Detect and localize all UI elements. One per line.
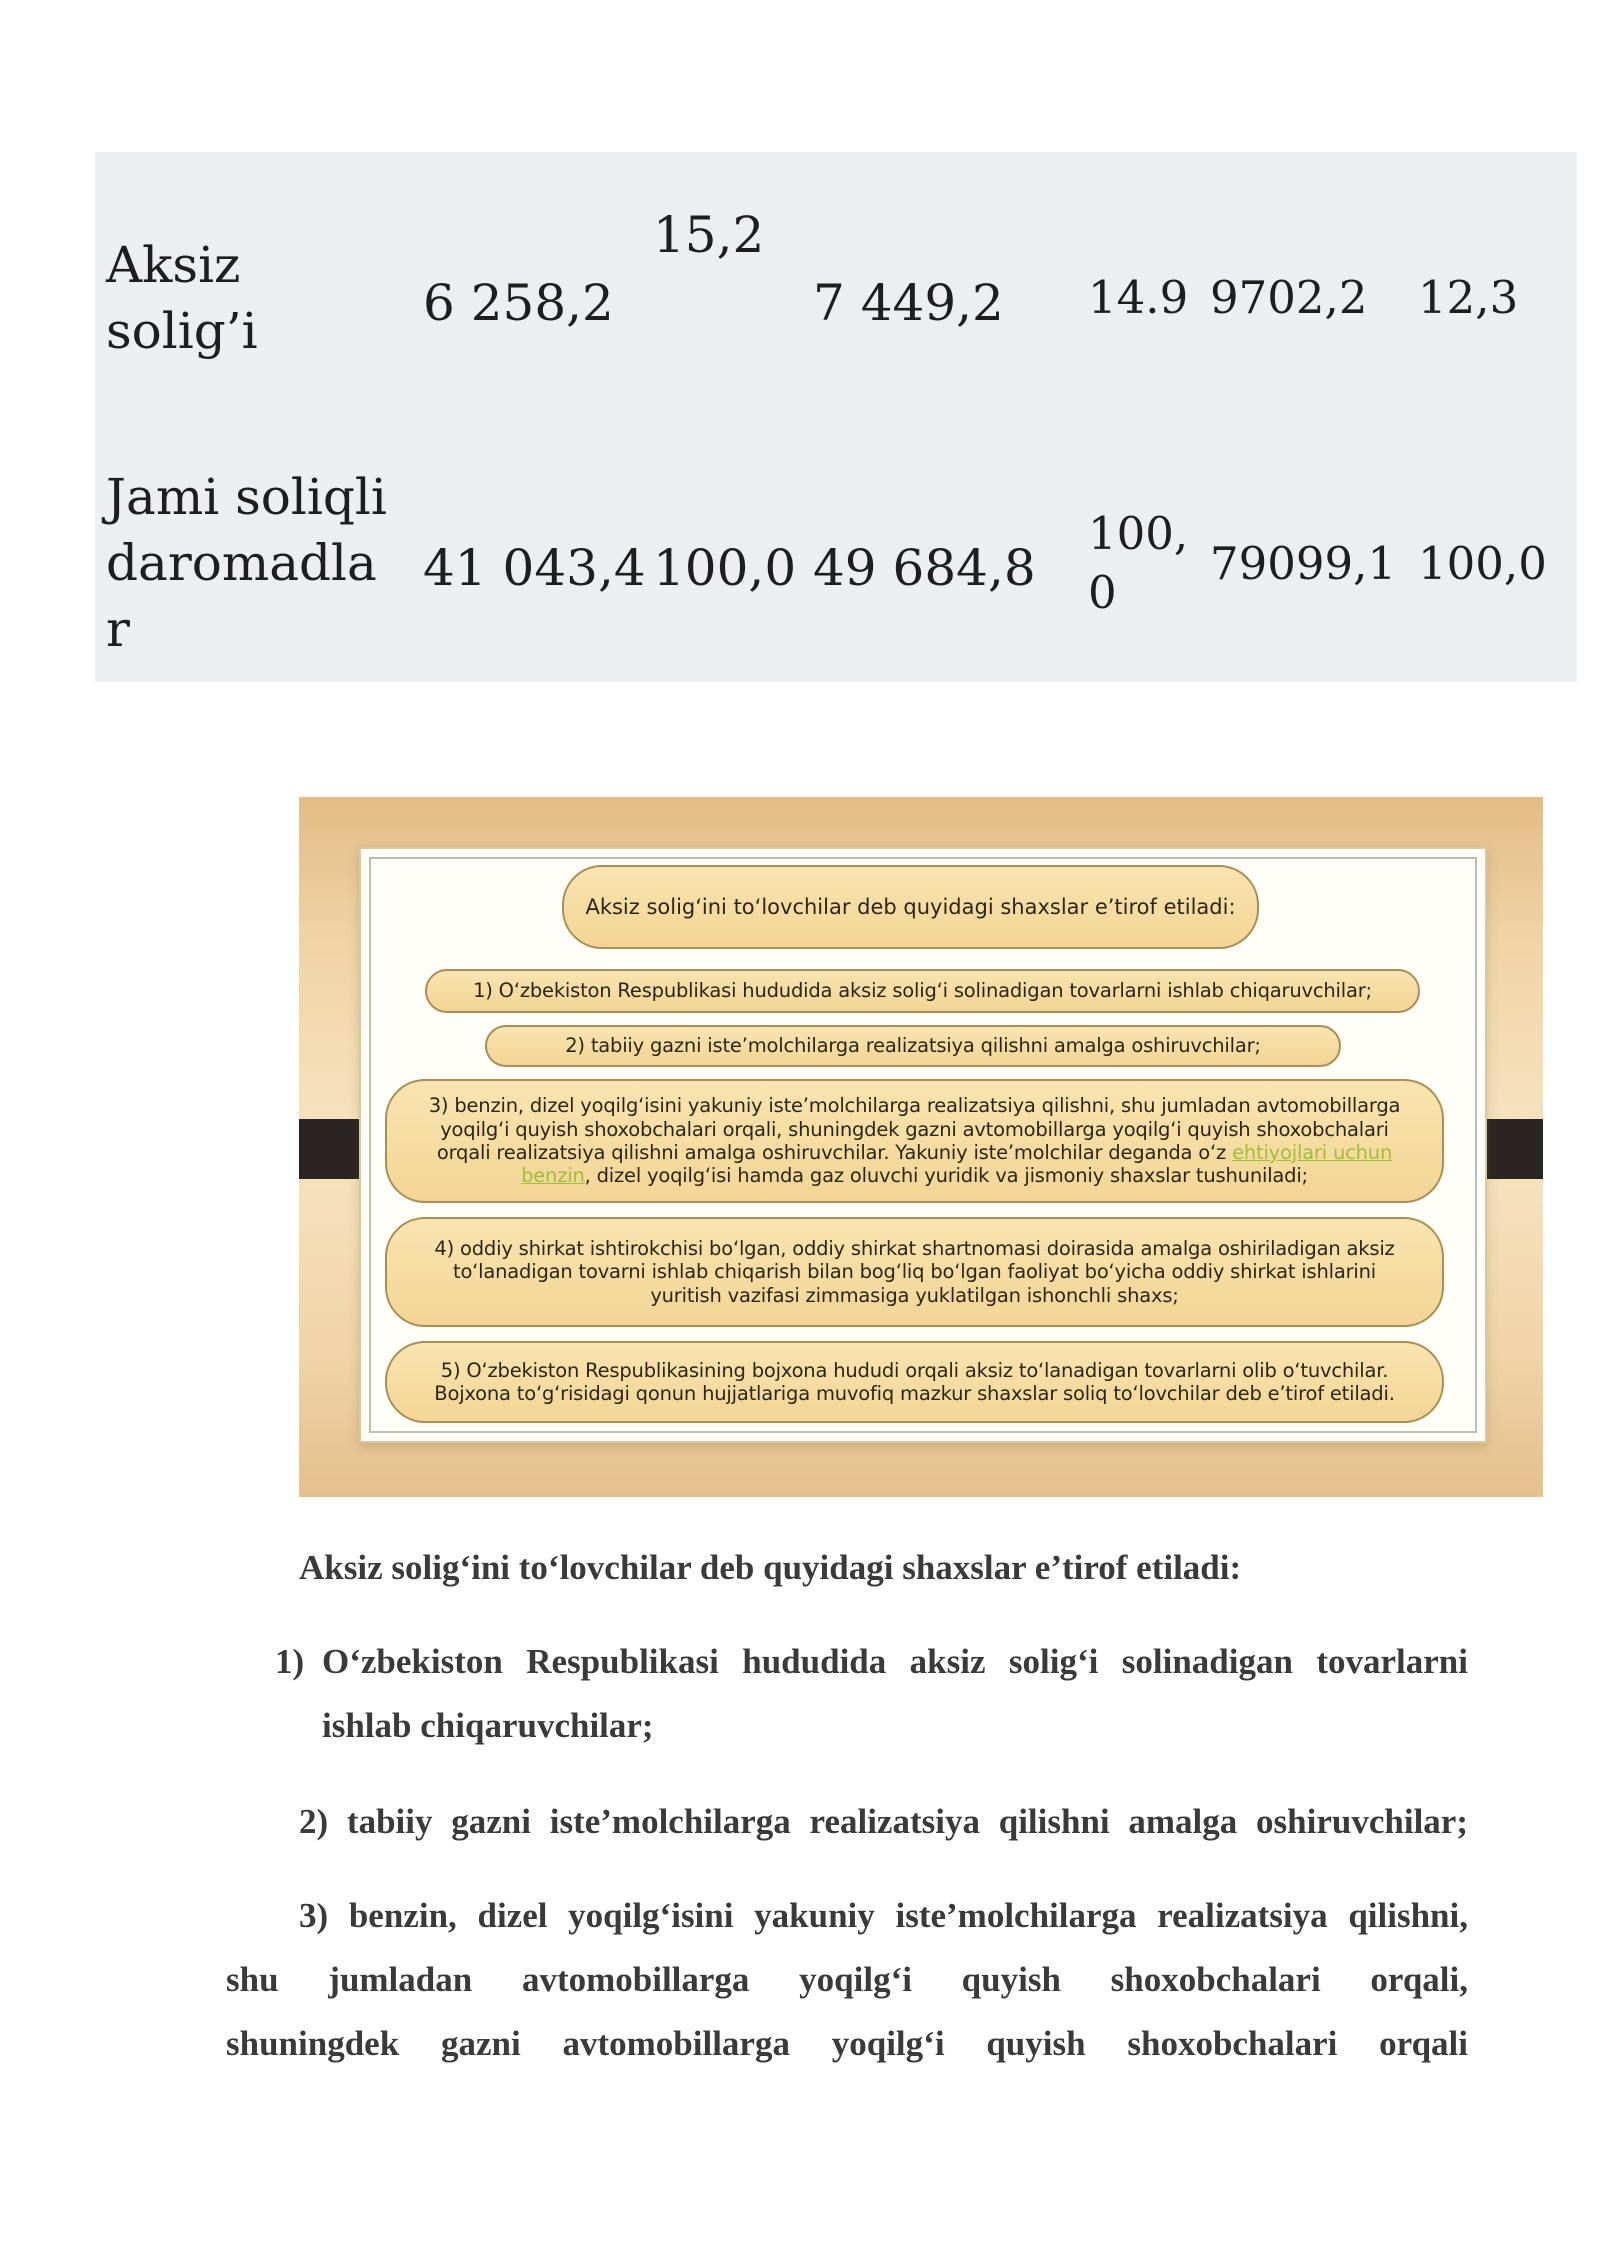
figure-title-pill: Aksiz solig‘ini to‘lovchilar deb quyidagi shaxslar e’tirof etiladi: bbox=[562, 865, 1259, 949]
body-item-1-line-1: O‘zbekiston Respublikasi hududida aksiz solig‘i solinadigan tovarlarni bbox=[322, 1642, 1468, 1681]
cell-line: 0 bbox=[1088, 566, 1117, 620]
body-heading: Aksiz solig‘ini to‘lovchilar deb quyidagi shaxslar e’tirof etiladi: bbox=[299, 1548, 1242, 1587]
figure-item-3-text: , dizel yoqilg‘isi hamda gaz oluvchi yuridik va jismoniy shaxslar tushuniladi; bbox=[584, 1164, 1308, 1188]
figure-item-3-link[interactable]: benzin bbox=[521, 1164, 585, 1188]
cell-aksiz-col1: 6 258,2 bbox=[423, 274, 614, 332]
figure-item-3-line: yoqilg‘i quyish shoxobchalari orqali, shuningdek gazni avtomobillarga yoqilg‘i quyish shoxobchalari bbox=[440, 1117, 1389, 1141]
body-item-3-line-1: 3) benzin, dizel yoqilg‘isini yakuniy iste’molchilarga realizatsiya qilishni, bbox=[299, 1896, 1468, 1935]
cell-aksiz-col3: 7 449,2 bbox=[813, 274, 1004, 332]
row-label-line: r bbox=[106, 600, 130, 658]
row-label-aksiz bbox=[106, 232, 258, 364]
row-label-line: solig’i bbox=[106, 302, 258, 360]
cell-jami-col2: 100,0 bbox=[653, 539, 797, 597]
figure-item-3 bbox=[385, 1079, 1444, 1203]
figure-item-4-line: to‘lanadigan tovarni ishlab chiqarish bilan bog‘liq bo‘lgan faoliyat bo‘yicha oddiy shirkat ishlarini bbox=[453, 1260, 1376, 1284]
body-item-1-line-2: ishlab chiqaruvchilar; bbox=[322, 1706, 654, 1745]
body-item-3-line-3: shuningdek gazni avtomobillarga yoqilg‘i quyish shoxobchalari orqali bbox=[226, 2024, 1468, 2063]
cell-jami-col5: 79099,1 bbox=[1210, 537, 1397, 590]
body-item-1-number: 1) bbox=[275, 1642, 305, 1681]
figure-item-5-line: 5) O‘zbekiston Respublikasining bojxona hududi orqali aksiz to‘lanadigan tovarlarni olib o‘tuvchilar. bbox=[440, 1358, 1389, 1382]
cell-jami-col3: 49 684,8 bbox=[813, 539, 1036, 597]
figure-side-tab-left bbox=[299, 1119, 361, 1179]
figure-item-4-line: yuritish vazifasi zimmasiga yuklatilgan ishonchli shaxs; bbox=[650, 1283, 1179, 1307]
cell-jami-col1: 41 043,4 bbox=[423, 539, 646, 597]
cell-jami-col4 bbox=[1088, 504, 1188, 623]
figure-panel bbox=[359, 847, 1487, 1443]
figure-item-3-text: orqali realizatsiya qilishni amalga oshiruvchilar. Yakuniy iste’molchilar deganda o‘z bbox=[436, 1141, 1227, 1164]
cell-aksiz-col2: 15,2 bbox=[653, 206, 765, 264]
row-label-line: Aksiz bbox=[106, 236, 241, 294]
row-label-line: Jami soliqli bbox=[106, 468, 387, 526]
cell-aksiz-col6: 12,3 bbox=[1418, 271, 1519, 324]
figure-item-3-link[interactable]: ehtiyojlari uchun bbox=[1232, 1141, 1393, 1164]
excise-taxpayers-figure bbox=[299, 797, 1543, 1497]
cell-aksiz-col5: 9702,2 bbox=[1210, 271, 1368, 324]
figure-item-3-line bbox=[437, 1141, 1392, 1164]
row-label-line: daromadla bbox=[106, 534, 377, 592]
figure-item-2: 2) tabiiy gazni iste’molchilarga realizatsiya qilishni amalga oshiruvchilar; bbox=[485, 1025, 1341, 1067]
cell-jami-col6: 100,0 bbox=[1418, 537, 1547, 590]
row-label-jami bbox=[106, 464, 387, 662]
body-item-2: 2) tabiiy gazni iste’molchilarga realizatsiya qilishni amalga oshiruvchilar; bbox=[299, 1802, 1468, 1841]
body-item-3-line-2: shu jumladan avtomobillarga yoqilg‘i quyish shoxobchalari orqali, bbox=[226, 1960, 1468, 1999]
figure-item-4-line: 4) oddiy shirkat ishtirokchisi bo‘lgan, oddiy shirkat shartnomasi doirasida amalga oshiriladigan aksiz bbox=[434, 1236, 1395, 1260]
figure-item-5 bbox=[385, 1341, 1444, 1423]
cell-aksiz-col4: 14.9 bbox=[1088, 271, 1189, 324]
figure-item-4 bbox=[385, 1217, 1444, 1327]
tax-table bbox=[95, 152, 1577, 682]
figure-item-1: 1) O‘zbekiston Respublikasi hududida aksiz solig‘i solinadigan tovarlarni ishlab chiqaruvchilar; bbox=[425, 969, 1420, 1013]
figure-item-3-line: 3) benzin, dizel yoqilg‘isini yakuniy iste’molchilarga realizatsiya qilishni, shu jumladan avtomobillarga bbox=[428, 1094, 1401, 1118]
cell-line: 100, bbox=[1088, 507, 1189, 560]
figure-item-5-line: Bojxona to‘g‘risidagi qonun hujjatlariga muvofiq mazkur shaxslar soliq to‘lovchilar deb e’tirof etiladi. bbox=[434, 1382, 1395, 1405]
figure-item-3-line bbox=[521, 1164, 1308, 1187]
